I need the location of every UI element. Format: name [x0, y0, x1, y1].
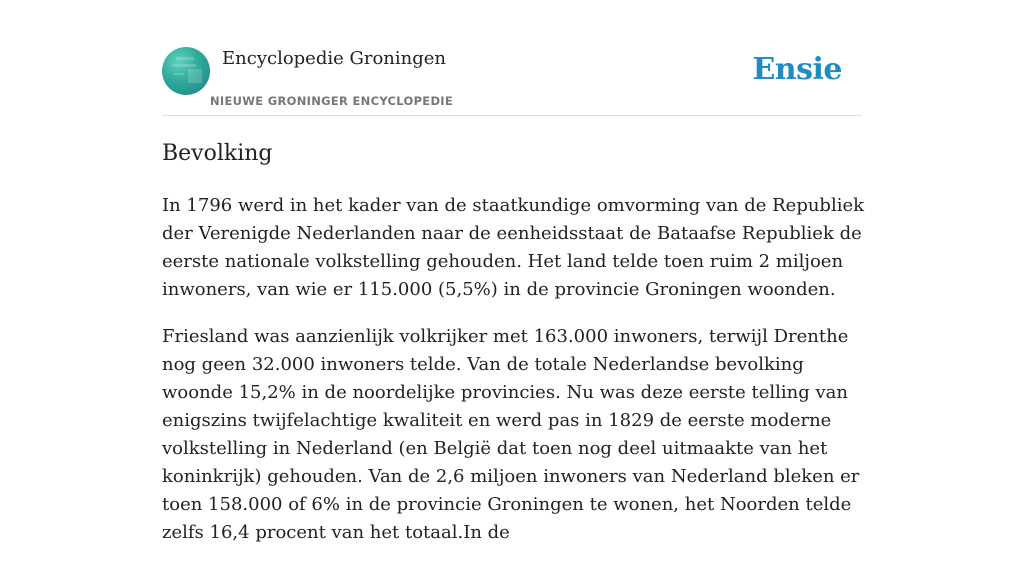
logo-detail: [174, 73, 184, 75]
site-logo[interactable]: [162, 47, 210, 95]
article-paragraph: In 1796 werd in het kader van de staatkundige omvorming van de Republiek der Verenigde Nederlanden naar de eenheidsstaat de Bataafse Republiek de eerste nationale volkstelling gehouden. Het land telde toen ruim 2 miljoen inwoners, van wie er 115.000 (5,5%) in de provincie Groningen woonden.: [162, 195, 865, 300]
brand-logo-link[interactable]: Ensie: [752, 52, 842, 87]
site-subtitle: NIEUWE GRONINGER ENCYCLOPEDIE: [210, 94, 454, 108]
logo-detail: [188, 69, 202, 83]
site-title[interactable]: Encyclopedie Groningen: [222, 48, 447, 69]
article-body: [162, 192, 866, 566]
article-title: Bevolking: [162, 141, 273, 166]
article-paragraph: Friesland was aanzienlijk volkrijker met 163.000 inwoners, terwijl Drenthe nog geen 32.000 inwoners telde. Van de totale Nederlandse bevolking woonde 15,2% in de noordelijke provincies. Nu was deze eerste telling van enigszins twijfelachtige kwaliteit en werd pas in 1829 de eerste moderne volkstelling in Nederland (en België dat toen nog deel uitmaakte van het koninkrijk) gehouden. Van de 2,6 miljoen inwoners van Nederland bleken er toen 158.000 of 6% in de provincie Groningen te wonen, het Noorden telde zelfs 16,4 procent van het totaal.In de: [162, 326, 860, 543]
logo-detail: [172, 64, 196, 67]
content-container: [162, 0, 865, 543]
logo-detail: [176, 57, 194, 60]
site-header: [162, 0, 862, 116]
